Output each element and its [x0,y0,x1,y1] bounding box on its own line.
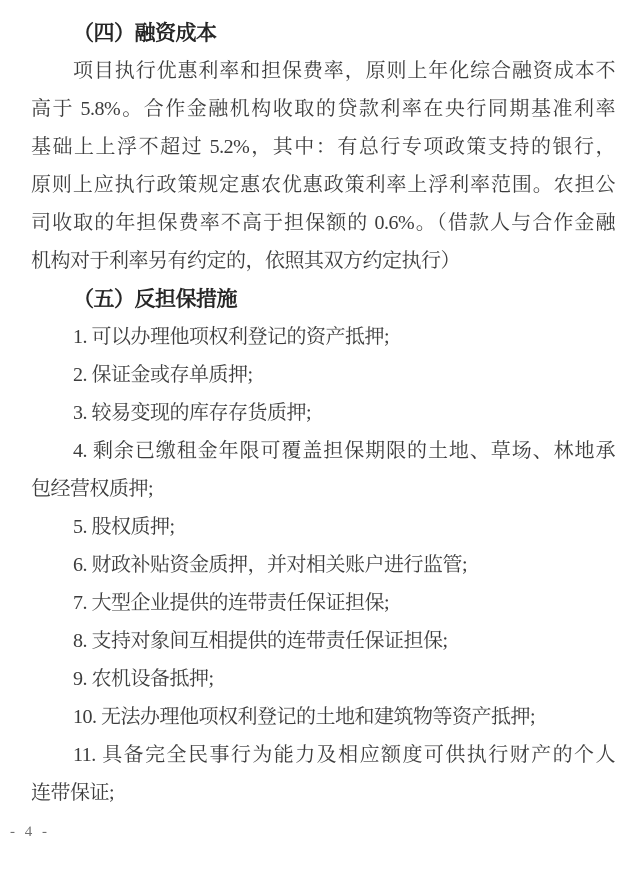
list-item-line: 7. 大型企业提供的连带责任保证担保; [73,592,390,614]
page-number: - 4 - [10,824,50,840]
section-5-heading: （五）反担保措施 [73,287,237,311]
list-item-line: 6. 财政补贴资金质押，并对相关账户进行监管; [73,554,468,576]
list-item-line: 3. 较易变现的库存存货质押; [73,402,312,424]
paragraph-line: 项目执行优惠利率和担保费率，原则上年化综合融资成本不 [73,60,615,82]
paragraph-line: 基础上上浮不超过 5.2%，其中：有总行专项政策支持的银行， [31,136,615,158]
list-item-line: 2. 保证金或存单质押; [73,364,253,386]
list-item-line: 4. 剩余已缴租金年限可覆盖担保期限的土地、草场、林地承 [73,440,615,462]
paragraph-line: 司收取的年担保费率不高于担保额的 0.6%。（借款人与合作金融 [31,212,615,234]
list-item-line: 10. 无法办理他项权利登记的土地和建筑物等资产抵押; [73,706,536,728]
list-item-line: 8. 支持对象间互相提供的连带责任保证担保; [73,630,448,652]
section-4-heading: （四）融资成本 [73,21,217,45]
paragraph-line: 机构对于利率另有约定的，依照其双方约定执行） [31,250,460,272]
list-item-line: 1. 可以办理他项权利登记的资产抵押; [73,326,390,348]
paragraph-line: 高于 5.8%。合作金融机构收取的贷款利率在央行同期基准利率 [31,98,615,120]
list-item-line: 包经营权质押; [31,478,154,500]
list-item-line: 9. 农机设备抵押; [73,668,214,690]
list-item-line: 11. 具备完全民事行为能力及相应额度可供执行财产的个人 [73,744,615,766]
paragraph-line: 原则上应执行政策规定惠农优惠政策利率上浮利率范围。农担公 [31,174,615,196]
list-item-line: 连带保证; [31,782,115,804]
list-item-line: 5. 股权质押; [73,516,175,538]
